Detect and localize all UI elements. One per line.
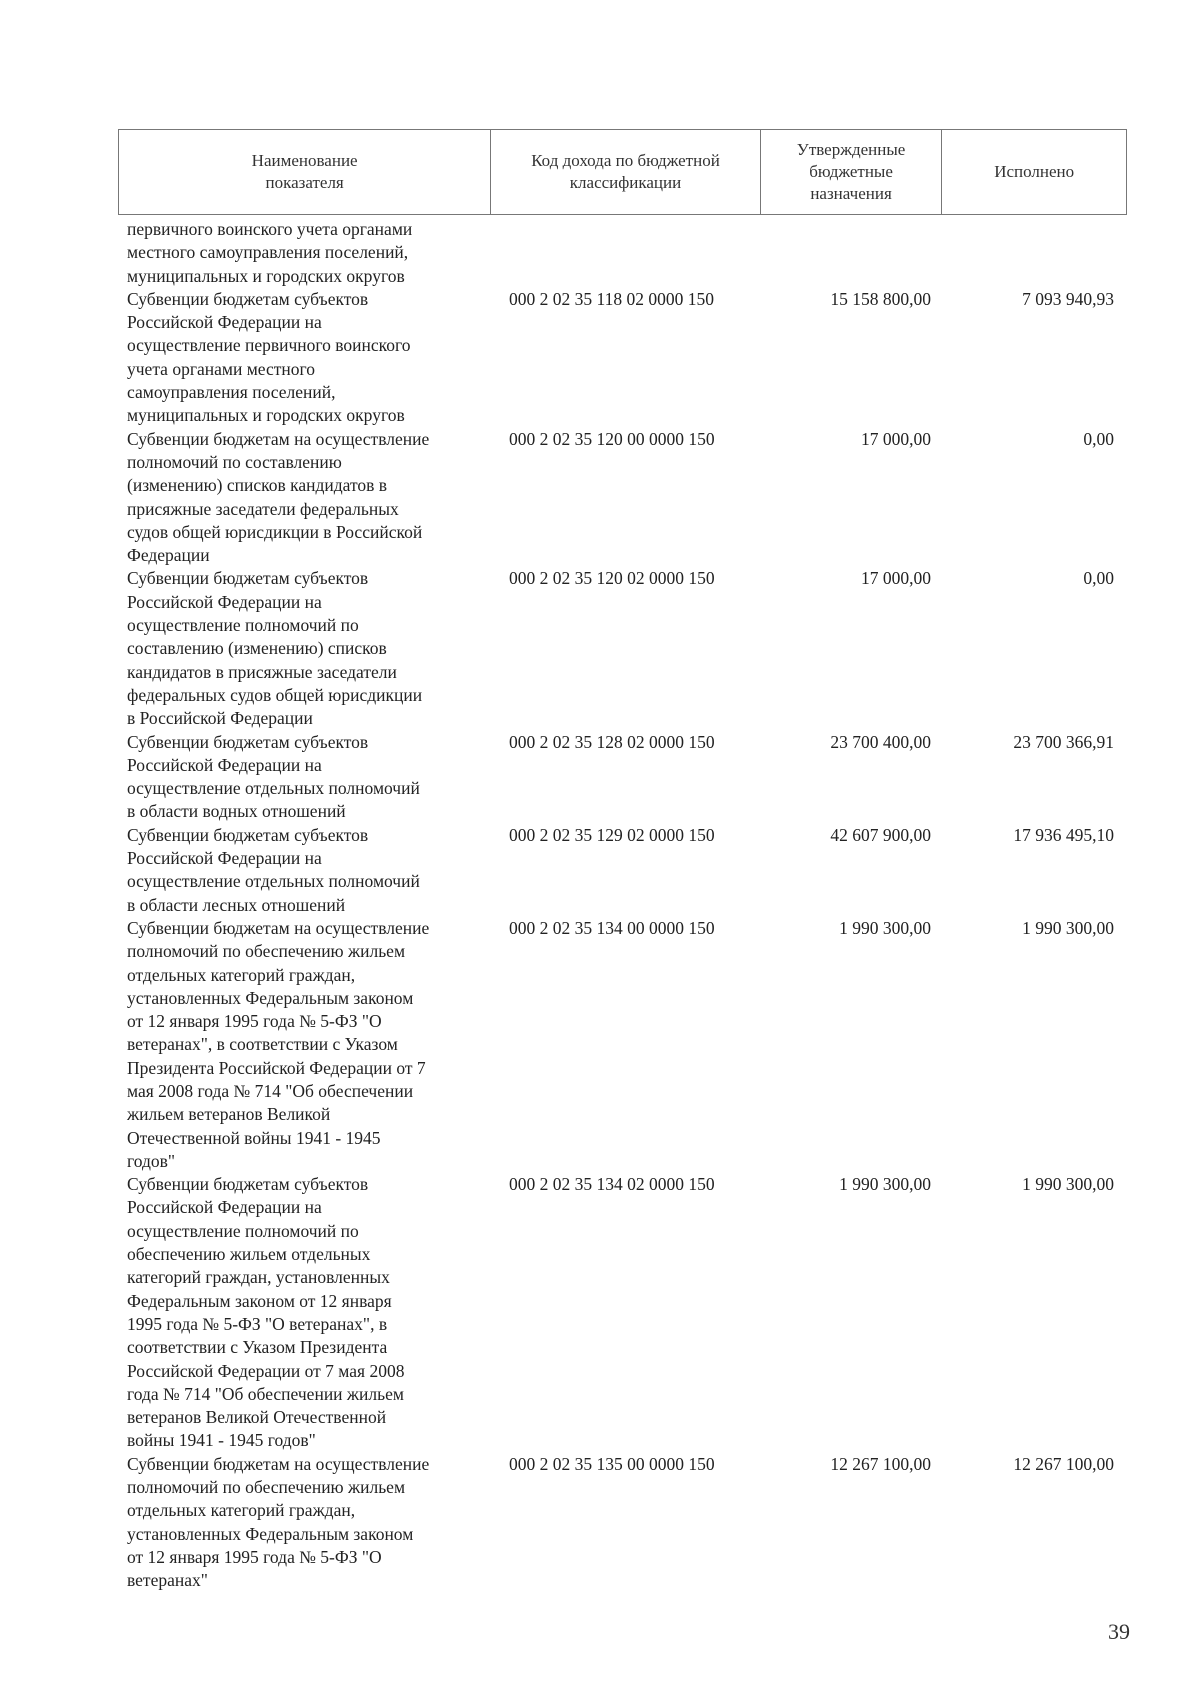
table-row (127, 731, 1127, 824)
row-plan: 23 700 400,00 (830, 731, 931, 752)
row-code: 000 2 02 35 134 00 0000 150 (509, 917, 715, 938)
row-code: 000 2 02 35 129 02 0000 150 (509, 824, 715, 845)
row-plan: 15 158 800,00 (830, 288, 931, 309)
row-plan: 1 990 300,00 (839, 1174, 931, 1195)
row-code: 000 2 02 35 120 00 0000 150 (509, 428, 715, 449)
row-code: 000 2 02 35 128 02 0000 150 (509, 731, 715, 752)
row-name: Субвенции бюджетам субъектов Российской Федерации на осуществление отдельных полномочий в области водных отношений (127, 731, 420, 822)
row-name: Субвенции бюджетам субъектов Российской Федерации на осуществление полномочий по составлению (изменению) списков кандидатов в присяжные заседатели федеральных судов общей юрисдикции в Российской Федерации (127, 568, 423, 729)
row-plan: 17 000,00 (861, 568, 931, 589)
row-code: 000 2 02 35 118 02 0000 150 (509, 288, 714, 309)
header-name-label: Наименование показателя (251, 151, 358, 192)
row-plan: 42 607 900,00 (830, 824, 931, 845)
page-number: 39 (1108, 1619, 1130, 1644)
row-plan: 1 990 300,00 (839, 917, 931, 938)
header-name-cell (119, 130, 491, 214)
row-done: 0,00 (1083, 568, 1114, 589)
table-row (127, 567, 1127, 730)
row-done: 7 093 940,93 (1022, 288, 1114, 309)
row-name: первичного воинского учета органами местного самоуправления поселений, муниципальных и городских округов (127, 219, 413, 286)
row-name: Субвенции бюджетам на осуществление полномочий по обеспечению жильем отдельных категорий граждан, установленных Федеральным законом от 12 января 1995 года № 5-ФЗ "О ветеранах", в соответствии с Указом Президента Российской Федерации от 7 мая 2008 года № 714 "Об обеспечении жильем ветеранов Великой Отечественной войны 1941 - 1945 годов" (127, 917, 430, 1171)
header-plan-label: Утвержденные бюджетные назначения (796, 140, 906, 203)
table-header (118, 129, 1127, 215)
table-row (127, 824, 1127, 917)
row-done: 17 936 495,10 (1013, 824, 1114, 845)
table-row (127, 917, 1127, 1173)
table-body (127, 218, 1127, 1593)
table-row (127, 1453, 1127, 1593)
table-row (127, 288, 1127, 428)
row-name: Субвенции бюджетам субъектов Российской Федерации на осуществление отдельных полномочий в области лесных отношений (127, 824, 420, 915)
row-plan: 17 000,00 (861, 428, 931, 449)
table-row (127, 1173, 1127, 1453)
row-name: Субвенции бюджетам субъектов Российской Федерации на осуществление первичного воинского учета органами местного самоуправления поселений, муниципальных и городских округов (127, 288, 411, 426)
header-code-label: Код дохода по бюджетной классификации (531, 151, 720, 192)
row-done: 1 990 300,00 (1022, 917, 1114, 938)
row-done: 12 267 100,00 (1013, 1453, 1114, 1474)
row-code: 000 2 02 35 135 00 0000 150 (509, 1453, 715, 1474)
header-done-cell (942, 130, 1126, 214)
row-plan: 12 267 100,00 (830, 1453, 931, 1474)
row-name: Субвенции бюджетам на осуществление полномочий по составлению (изменению) списков кандидатов в присяжные заседатели федеральных судов общей юрисдикции в Российской Федерации (127, 428, 430, 566)
row-done: 23 700 366,91 (1013, 731, 1114, 752)
header-plan-cell (761, 130, 943, 214)
row-done: 1 990 300,00 (1022, 1174, 1114, 1195)
row-name: Субвенции бюджетам на осуществление полномочий по обеспечению жильем отдельных категорий граждан, установленных Федеральным законом от 12 января 1995 года № 5-ФЗ "О ветеранах" (127, 1453, 430, 1591)
row-done: 0,00 (1083, 428, 1114, 449)
table-row (127, 428, 1127, 568)
header-done-label: Исполнено (994, 162, 1075, 181)
header-code-cell (491, 130, 760, 214)
table-row (127, 218, 1127, 288)
row-code: 000 2 02 35 134 02 0000 150 (509, 1174, 715, 1195)
row-name: Субвенции бюджетам субъектов Российской Федерации на осуществление полномочий по обеспечению жильем отдельных категорий граждан, установленных Федеральным законом от 12 января 1995 года № 5-ФЗ "О ветеранах", в соответствии с Указом Президента Российской Федерации от 7 мая 2008 года № 714 "Об обеспечении жильем ветеранов Великой Отечественной войны 1941 - 1945 годов" (127, 1174, 405, 1451)
row-code: 000 2 02 35 120 02 0000 150 (509, 568, 715, 589)
